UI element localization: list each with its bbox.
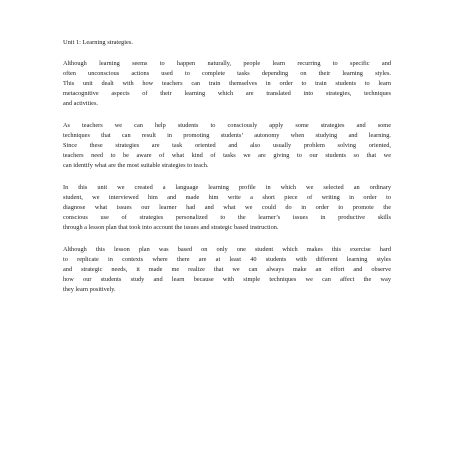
- text-line: In this unit we created a language learning profile in which we selected an ordinary: [63, 184, 391, 191]
- paragraph-4: [63, 245, 391, 295]
- text-line: Although learning seems to happen naturally, people learn recurring to specific and: [63, 60, 391, 67]
- text-line: This unit dealt with how teachers can train themselves in order to train students to learn: [63, 80, 391, 87]
- text-line: Since these strategies are task oriented and also usually problem solving oriented,: [63, 142, 391, 149]
- text-line: to replicate in contexts where there are at least 40 students with different learning styles: [63, 256, 391, 263]
- paragraph-1: [63, 59, 391, 109]
- text-line: techniques that can result in promoting students’ autonomy when studying and learning.: [63, 132, 391, 139]
- text-line: often unconscious actions used to complete tasks depending on their learning styles.: [63, 70, 391, 77]
- text-line: diagnose what issues our learner had and what we could do in order to promote the: [63, 204, 391, 211]
- text-line: student, we interviewed him and made him write a short piece of writing in order to: [63, 194, 391, 201]
- text-line: through a lesson plan that took into account the issues and strategic based instruction.: [63, 224, 279, 231]
- text-line: metacognitive aspects of their learning which are translated into strategies, techniques: [63, 90, 391, 97]
- document-title: Unit 1: Learning strategies.: [63, 39, 133, 46]
- text-line: they learn positively.: [63, 286, 116, 293]
- paragraph-2: [63, 121, 391, 171]
- text-line: can identify what are the most suitable strategies to teach.: [63, 162, 209, 169]
- text-line: teachers need to be aware of what kind of tasks we are giving to our students so that we: [63, 152, 391, 159]
- text-line: Although this lesson plan was based on only one student which makes this exercise hard: [63, 246, 391, 253]
- text-line: conscious use of strategies personalized to the learner’s issues in productive skills: [63, 214, 391, 221]
- text-line: and activities.: [63, 100, 98, 107]
- text-line: As teachers we can help students to consciously apply some strategies and some: [63, 122, 391, 129]
- paragraph-3: [63, 183, 391, 233]
- text-line: and strategic needs, it made me realize that we can always make an effort and observe: [63, 266, 391, 273]
- text-line: how our students study and learn because with simple techniques we can affect the way: [63, 276, 391, 283]
